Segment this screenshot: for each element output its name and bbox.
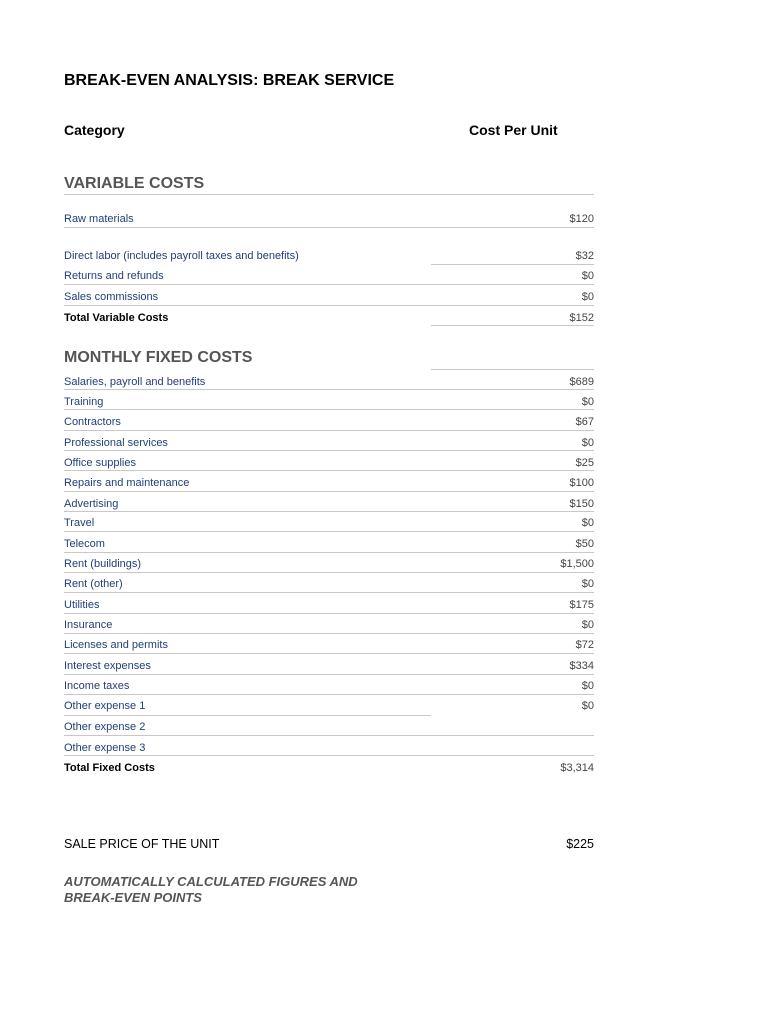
fixed-row-value: $100 — [569, 477, 594, 489]
fixed-row-value: $0 — [581, 578, 594, 590]
divider — [64, 613, 594, 614]
variable-costs-heading: VARIABLE COSTS — [64, 175, 205, 192]
divider — [431, 369, 594, 370]
fixed-row-value: $334 — [569, 660, 594, 672]
fixed-row-label: Professional services — [64, 437, 168, 449]
fixed-row-label: Office supplies — [64, 457, 136, 469]
fixed-row-label: Travel — [64, 517, 95, 529]
variable-row-value: $120 — [569, 213, 594, 225]
variable-row-label: Direct labor (includes payroll taxes and benefits) — [64, 250, 299, 262]
fixed-row-value: $0 — [581, 517, 594, 529]
fixed-row-label: Salaries, payroll and benefits — [64, 376, 206, 388]
fixed-row-label: Advertising — [64, 498, 119, 510]
divider — [64, 409, 594, 410]
total-fixed-costs-value: $3,314 — [560, 762, 594, 774]
divider — [64, 552, 594, 553]
total-fixed-costs-label: Total Fixed Costs — [64, 762, 155, 774]
total-variable-costs-label: Total Variable Costs — [64, 312, 169, 324]
category-header: Category — [64, 122, 125, 138]
fixed-row-label: Licenses and permits — [64, 639, 168, 651]
variable-row-label: Sales commissions — [64, 291, 159, 303]
divider — [64, 755, 594, 756]
fixed-row-value: $25 — [575, 457, 594, 469]
total-variable-costs-value: $152 — [569, 312, 594, 324]
fixed-row-label: Insurance — [64, 619, 113, 631]
fixed-row-label: Other expense 1 — [64, 700, 146, 712]
fixed-row-label: Interest expenses — [64, 660, 151, 672]
fixed-row-value: $50 — [575, 538, 594, 550]
fixed-row-label: Rent (other) — [64, 578, 123, 590]
fixed-row-label: Income taxes — [64, 680, 130, 692]
divider — [64, 674, 594, 675]
divider — [64, 194, 594, 195]
monthly-fixed-costs-heading: MONTHLY FIXED COSTS — [64, 349, 253, 366]
fixed-row-value: $0 — [581, 700, 594, 712]
fixed-row-value: $1,500 — [560, 558, 594, 570]
auto-calculated-heading: AUTOMATICALLY CALCULATED FIGURES AND BREAK-EVEN POINTS — [64, 874, 358, 905]
fixed-row-label: Repairs and maintenance — [64, 477, 190, 489]
fixed-row-label: Other expense 2 — [64, 721, 146, 733]
fixed-row-value: $0 — [581, 396, 594, 408]
variable-row-value: $32 — [575, 250, 594, 262]
divider — [64, 511, 594, 512]
divider — [64, 450, 594, 451]
fixed-row-label: Rent (buildings) — [64, 558, 142, 570]
fixed-row-label: Utilities — [64, 599, 100, 611]
fixed-row-label: Training — [64, 396, 104, 408]
divider — [64, 633, 594, 634]
divider — [431, 264, 594, 265]
sale-price-value: $225 — [566, 837, 594, 851]
divider — [64, 430, 594, 431]
divider — [64, 491, 594, 492]
fixed-row-value: $72 — [575, 639, 594, 651]
fixed-row-value: $0 — [581, 619, 594, 631]
fixed-row-value: $689 — [569, 376, 594, 388]
divider — [64, 305, 594, 306]
divider — [64, 694, 594, 695]
divider — [64, 284, 594, 285]
fixed-row-value: $0 — [581, 680, 594, 692]
divider — [64, 389, 594, 390]
divider — [64, 531, 594, 532]
variable-row-value: $0 — [581, 291, 594, 303]
page-title: BREAK-EVEN ANALYSIS: BREAK SERVICE — [64, 72, 395, 89]
fixed-row-label: Contractors — [64, 416, 121, 428]
variable-row-value: $0 — [581, 270, 594, 282]
variable-row-label: Returns and refunds — [64, 270, 164, 282]
variable-row-label: Raw materials — [64, 213, 134, 225]
cost-per-unit-header: Cost Per Unit — [469, 122, 558, 138]
divider — [431, 325, 594, 326]
divider — [64, 715, 431, 716]
fixed-row-value: $67 — [575, 416, 594, 428]
divider — [64, 227, 594, 228]
fixed-row-label: Other expense 3 — [64, 742, 146, 754]
divider — [64, 735, 594, 736]
divider — [64, 653, 594, 654]
divider — [64, 572, 594, 573]
divider — [64, 470, 594, 471]
fixed-row-value: $150 — [569, 498, 594, 510]
fixed-row-value: $0 — [581, 437, 594, 449]
sale-price-label: SALE PRICE OF THE UNIT — [64, 837, 220, 851]
fixed-row-label: Telecom — [64, 538, 105, 550]
fixed-row-value: $175 — [569, 599, 594, 611]
divider — [64, 592, 594, 593]
